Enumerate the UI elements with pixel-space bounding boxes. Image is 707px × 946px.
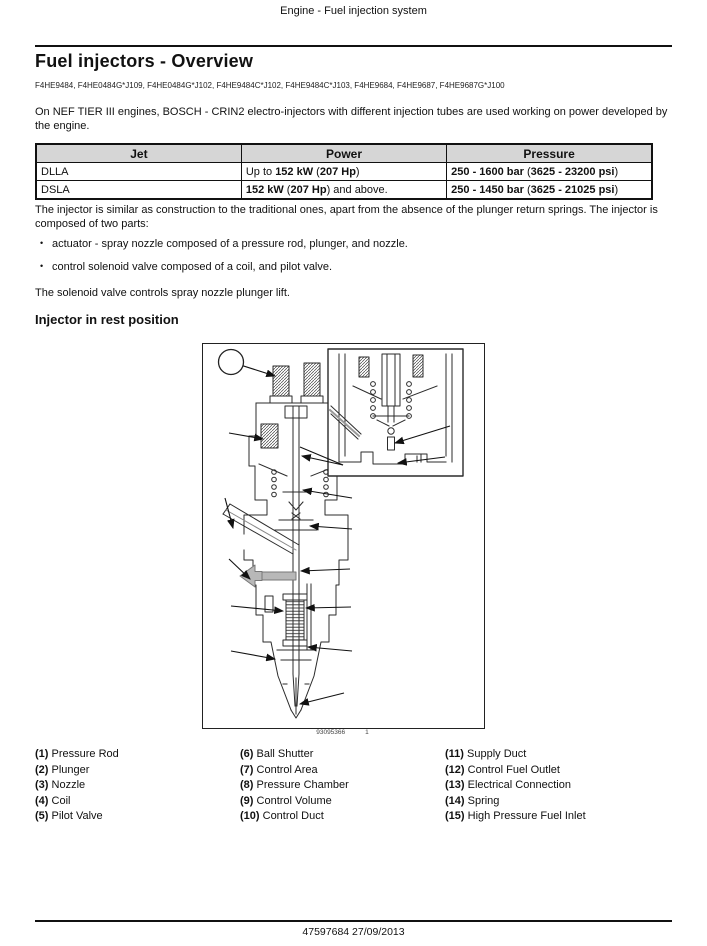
- table-row: [36, 163, 652, 181]
- callout-balloons: [219, 350, 244, 375]
- legend-column-1: [35, 747, 119, 825]
- legend-item: (1) Pressure Rod: [35, 748, 119, 760]
- construction-paragraph: The injector is similar as construction to the traditional ones, apart from the absence of the plunger return springs. The injector is composed of two parts:: [35, 204, 658, 230]
- legend-item: (9) Control Volume: [240, 794, 332, 807]
- legend-item: (5) Pilot Valve: [35, 810, 103, 822]
- legend-item: (2) Plunger: [35, 763, 90, 776]
- legend-item: (13) Electrical Connection: [445, 779, 571, 791]
- power-cell: 152 kW (207 Hp) and above.: [241, 181, 446, 200]
- fuel-inlet-tube: [223, 504, 299, 554]
- legend-item: (12) Control Fuel Outlet: [445, 763, 560, 776]
- footer-rule: [35, 920, 672, 922]
- title-rule: [35, 45, 672, 47]
- coil-section-left: [261, 424, 278, 448]
- col-header-jet: Jet: [36, 144, 241, 163]
- outlet-plate: [259, 572, 296, 580]
- bullet-actuator: • actuator - spray nozzle composed of a pressure rod, plunger, and nozzle.: [40, 238, 408, 250]
- bullet-dot: •: [40, 238, 44, 248]
- legend-item: (10) Control Duct: [240, 810, 324, 822]
- power-cell: Up to 152 kW (207 Hp): [241, 163, 446, 181]
- flow-direction-arrow: [240, 565, 262, 587]
- figure-id: 93095366: [316, 729, 346, 736]
- jet-cell: DLLA: [36, 163, 241, 181]
- legend-item: (4) Coil: [35, 794, 71, 807]
- legend-item: (8) Pressure Chamber: [240, 779, 349, 791]
- page-footer: 47597684 27/09/2013: [302, 926, 405, 938]
- table-header-row: [36, 144, 652, 163]
- figure-number: 1: [365, 729, 369, 736]
- legend-item: (6) Ball Shutter: [240, 748, 314, 760]
- jet-spec-table: [35, 143, 653, 200]
- stud-thread-left: [273, 366, 289, 396]
- legend-item: (7) Control Area: [240, 763, 318, 776]
- bullet-dot: •: [40, 261, 44, 271]
- solenoid-paragraph: The solenoid valve controls spray nozzle plunger lift.: [35, 287, 290, 299]
- injector-diagram: [203, 344, 484, 728]
- pressure-cell: 250 - 1450 bar (3625 - 21025 psi): [447, 181, 652, 200]
- legend-column-2: [240, 747, 349, 825]
- stud-thread-right: [304, 363, 320, 396]
- intro-paragraph: On NEF TIER III engines, BOSCH - CRIN2 electro-injectors with different injection tubes are used working on power developed by the engine.: [35, 106, 668, 132]
- page-title: Fuel injectors - Overview: [35, 51, 254, 71]
- legend-column-3: [445, 747, 586, 825]
- engine-model-codes: F4HE9484, F4HE0484G*J109, F4HE0484G*J102, F4HE9484C*J102, F4HE9484C*J103, F4HE9684, F4HE9687, F4HE9687G*J100: [35, 81, 505, 90]
- figure-caption: [202, 729, 483, 736]
- supply-duct-lines: [307, 584, 311, 649]
- col-header-pressure: Pressure: [447, 144, 652, 163]
- legend-item: (3) Nozzle: [35, 779, 86, 791]
- page-header: Engine - Fuel injection system: [280, 5, 427, 17]
- spring-section: [286, 600, 304, 640]
- legend-item: (11) Supply Duct: [445, 748, 527, 760]
- legend-item: (15) High Pressure Fuel Inlet: [445, 810, 586, 822]
- col-header-power: Power: [241, 144, 446, 163]
- jet-cell: DSLA: [36, 181, 241, 200]
- legend-item: (14) Spring: [445, 794, 500, 807]
- pressure-cell: 250 - 1600 bar (3625 - 23200 psi): [447, 163, 652, 181]
- table-row: [36, 181, 652, 200]
- bullet-solenoid: • control solenoid valve composed of a coil, and pilot valve.: [40, 261, 333, 273]
- section-heading: Injector in rest position: [35, 312, 179, 327]
- injector-figure: [202, 343, 485, 729]
